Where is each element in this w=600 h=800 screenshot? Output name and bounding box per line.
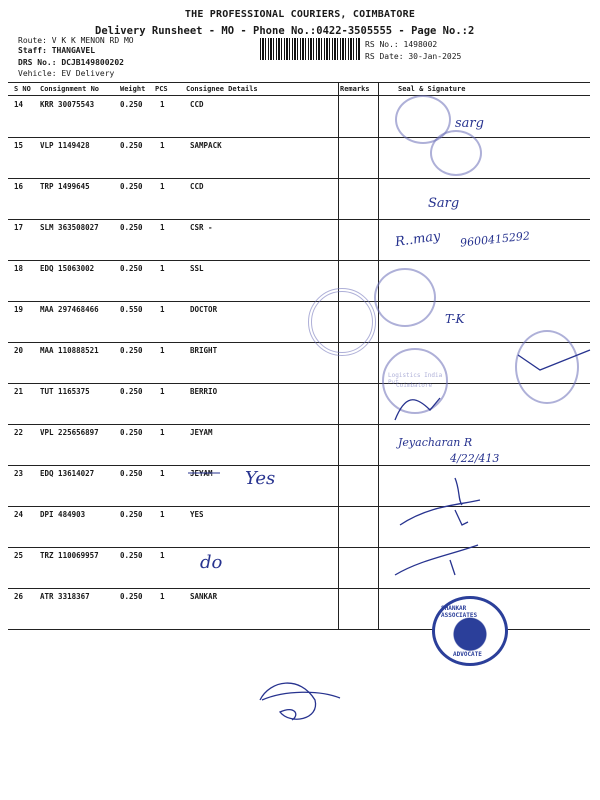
row-consignment: VLP 1149428 xyxy=(40,141,90,150)
signature-row16: Sarg xyxy=(428,196,460,211)
row-pcs: 1 xyxy=(160,592,165,601)
row-pcs: 1 xyxy=(160,305,165,314)
col-pcs: PCS xyxy=(155,85,168,93)
col-consignee: Consignee Details xyxy=(186,85,258,93)
drs-number: DRS No.: DCJB149800202 xyxy=(18,58,124,67)
row-consignment: EDQ 13614027 xyxy=(40,469,95,478)
row-weight: 0.250 xyxy=(120,469,143,478)
row-weight: 0.550 xyxy=(120,305,143,314)
row-consignee: CSR - xyxy=(190,223,213,232)
row-pcs: 1 xyxy=(160,551,165,560)
row-consignee: SAMPACK xyxy=(190,141,222,150)
row-sno: 25 xyxy=(14,551,24,560)
row-weight: 0.250 xyxy=(120,182,143,191)
row-weight: 0.250 xyxy=(120,100,143,109)
row-pcs: 1 xyxy=(160,141,165,150)
note-row25: do xyxy=(200,552,223,573)
col-consignment: Consignment No xyxy=(40,85,100,93)
row-consignment: MAA 110888521 xyxy=(40,346,99,355)
row-consignment: TRZ 110069957 xyxy=(40,551,99,560)
row-consignee: BERRIO xyxy=(190,387,218,396)
signature-row22-date: 4/22/413 xyxy=(450,452,500,465)
row-consignee: SANKAR xyxy=(190,592,218,601)
signature-row17: R..may xyxy=(394,228,442,251)
row-sno: 17 xyxy=(14,223,24,232)
row-consignment: ATR 3318367 xyxy=(40,592,90,601)
rs-number: RS No.: 1498002 xyxy=(365,40,438,49)
phone-row17: 9600415292 xyxy=(459,229,531,250)
seal-bottom-text: ADVOCATE xyxy=(453,651,482,658)
row-consignee: CCD xyxy=(190,182,204,191)
row-sno: 19 xyxy=(14,305,24,314)
row-sno: 20 xyxy=(14,346,24,355)
signature-row21 xyxy=(395,398,440,420)
row-pcs: 1 xyxy=(160,182,165,191)
row-consignee: JEYAM xyxy=(190,469,213,478)
bottom-scribble-tail xyxy=(262,692,340,700)
row-pcs: 1 xyxy=(160,264,165,273)
row-weight: 0.250 xyxy=(120,223,143,232)
signature-row25 xyxy=(395,545,478,575)
rs-date: RS Date: 30-Jan-2025 xyxy=(365,52,462,61)
staff-label: Staff: THANGAVEL xyxy=(18,46,96,55)
col-remarks: Remarks xyxy=(340,85,370,93)
vehicle-label: Vehicle: EV Delivery xyxy=(18,69,115,78)
company-title: THE PROFESSIONAL COURIERS, COIMBATORE xyxy=(184,9,416,20)
row-consignment: KRR 30075543 xyxy=(40,100,95,109)
stamp-logistics-text: Logistics India Pvt xyxy=(388,372,443,386)
row-weight: 0.250 xyxy=(120,141,143,150)
row-pcs: 1 xyxy=(160,346,165,355)
row-sno: 18 xyxy=(14,264,24,273)
row-consignment: TUT 1165375 xyxy=(40,387,90,396)
row-consignee: CCD xyxy=(190,100,204,109)
row-consignment: MAA 297468466 xyxy=(40,305,99,314)
row-weight: 0.250 xyxy=(120,592,143,601)
row-sno: 15 xyxy=(14,141,24,150)
signature-row20 xyxy=(518,350,590,370)
signature-row24 xyxy=(400,500,480,525)
row-sno: 16 xyxy=(14,182,24,191)
row-consignment: DPI 484903 xyxy=(40,510,86,519)
row-pcs: 1 xyxy=(160,223,165,232)
row-consignee: SSL xyxy=(190,264,204,273)
row-sno: 23 xyxy=(14,469,24,478)
row-pcs: 1 xyxy=(160,387,165,396)
row-sno: 24 xyxy=(14,510,24,519)
row-sno: 21 xyxy=(14,387,24,396)
row-pcs: 1 xyxy=(160,100,165,109)
row-weight: 0.250 xyxy=(120,510,143,519)
row-weight: 0.250 xyxy=(120,264,143,273)
route-label: Route: V K K MENON RD MO xyxy=(18,36,134,45)
row-consignment: EDQ 15063002 xyxy=(40,264,95,273)
row-sno: 22 xyxy=(14,428,24,437)
row-consignee: BRIGHT xyxy=(190,346,218,355)
row-consignment: TRP 1499645 xyxy=(40,182,90,191)
col-sno: S NO xyxy=(14,85,31,93)
row-pcs: 1 xyxy=(160,510,165,519)
row-consignment: VPL 225656897 xyxy=(40,428,99,437)
signature-row19: T-K xyxy=(445,312,465,326)
stamp-coimbatore-text: Coimbatore xyxy=(396,382,433,389)
col-weight: Weight xyxy=(120,85,146,93)
seal-top-text: SHANKAR ASSOCIATES xyxy=(441,605,478,619)
row-pcs: 1 xyxy=(160,469,165,478)
signature-row23 xyxy=(455,478,462,505)
note-row23: Yes xyxy=(245,468,276,489)
row-consignee: DOCTOR xyxy=(190,305,218,314)
row-weight: 0.250 xyxy=(120,387,143,396)
row-sno: 26 xyxy=(14,592,24,601)
row-weight: 0.250 xyxy=(120,551,143,560)
row-sno: 14 xyxy=(14,100,24,109)
row-consignee: YES xyxy=(190,510,204,519)
runsheet-title: Delivery Runsheet - MO - Phone No.:0422-3505555 - Page No.:2 xyxy=(95,25,475,37)
signature-row14: sarg xyxy=(455,116,484,131)
row-consignee: JEYAM xyxy=(190,428,213,437)
col-seal: Seal & Signature xyxy=(398,85,466,93)
bottom-scribble xyxy=(260,683,316,720)
row-weight: 0.250 xyxy=(120,428,143,437)
signature-row22-name: Jeyacharan R xyxy=(398,436,473,449)
row-consignment: SLM 363508027 xyxy=(40,223,99,232)
row-pcs: 1 xyxy=(160,428,165,437)
row-weight: 0.250 xyxy=(120,346,143,355)
